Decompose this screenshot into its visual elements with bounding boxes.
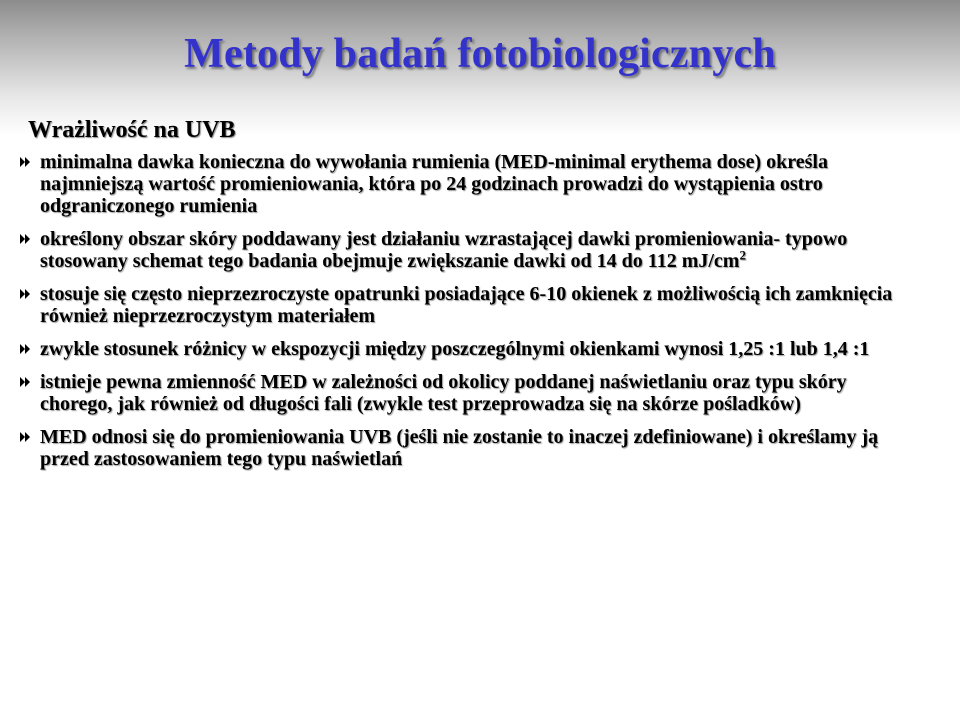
bullet-item bbox=[18, 371, 898, 415]
bullet-item bbox=[18, 283, 898, 327]
bullet-text: MED odnosi się do promieniowania UVB (jeśli nie zostanie to inaczej zdefiniowane) i określamy ją przed zastosowaniem tego typu naświetlań bbox=[40, 426, 879, 470]
arrow-bullet-icon bbox=[18, 426, 34, 448]
bullet-item bbox=[18, 228, 898, 272]
slide-title: Metody badań fotobiologicznych bbox=[184, 31, 776, 77]
bullet-list bbox=[18, 151, 898, 481]
bullet-text: istnieje pewna zmienność MED w zależności od okolicy poddanej naświetlaniu oraz typu skóry chorego, jak również od długości fali (zwykle test przeprowadza się na skórze pośladków) bbox=[40, 371, 847, 415]
arrow-bullet-icon bbox=[18, 371, 34, 393]
arrow-bullet-icon bbox=[18, 228, 34, 250]
superscript: 2 bbox=[739, 247, 746, 263]
bullet-text: zwykle stosunek różnicy w ekspozycji między poszczególnymi okienkami wynosi 1,25 :1 lub 1,4 :1 bbox=[40, 338, 870, 360]
arrow-bullet-icon bbox=[18, 283, 34, 305]
bullet-item bbox=[18, 151, 898, 217]
bullet-item bbox=[18, 338, 898, 360]
bullet-text: określony obszar skóry poddawany jest działaniu wzrastającej dawki promieniowania- typowo stosowany schemat tego badania obejmuje zwiększanie dawki od 14 do 112 $mJ/cm^2$ bbox=[40, 228, 848, 272]
bullet-item bbox=[18, 426, 898, 470]
bullet-text: stosuje się często nieprzezroczyste opatrunki posiadające 6-10 okienek z możliwością ich zamknięcia również nieprzezroczystym materiałem bbox=[40, 283, 893, 327]
slide-subtitle: Wrażliwość na UVB bbox=[28, 117, 236, 143]
arrow-bullet-icon bbox=[18, 338, 34, 360]
arrow-bullet-icon bbox=[18, 151, 34, 173]
bullet-text: minimalna dawka konieczna do wywołania rumienia (MED-minimal erythema dose) określa najmniejszą wartość promieniowania, która po 24 godzinach prowadzi do wystąpienia ostro odgraniczonego rumienia bbox=[40, 151, 828, 217]
